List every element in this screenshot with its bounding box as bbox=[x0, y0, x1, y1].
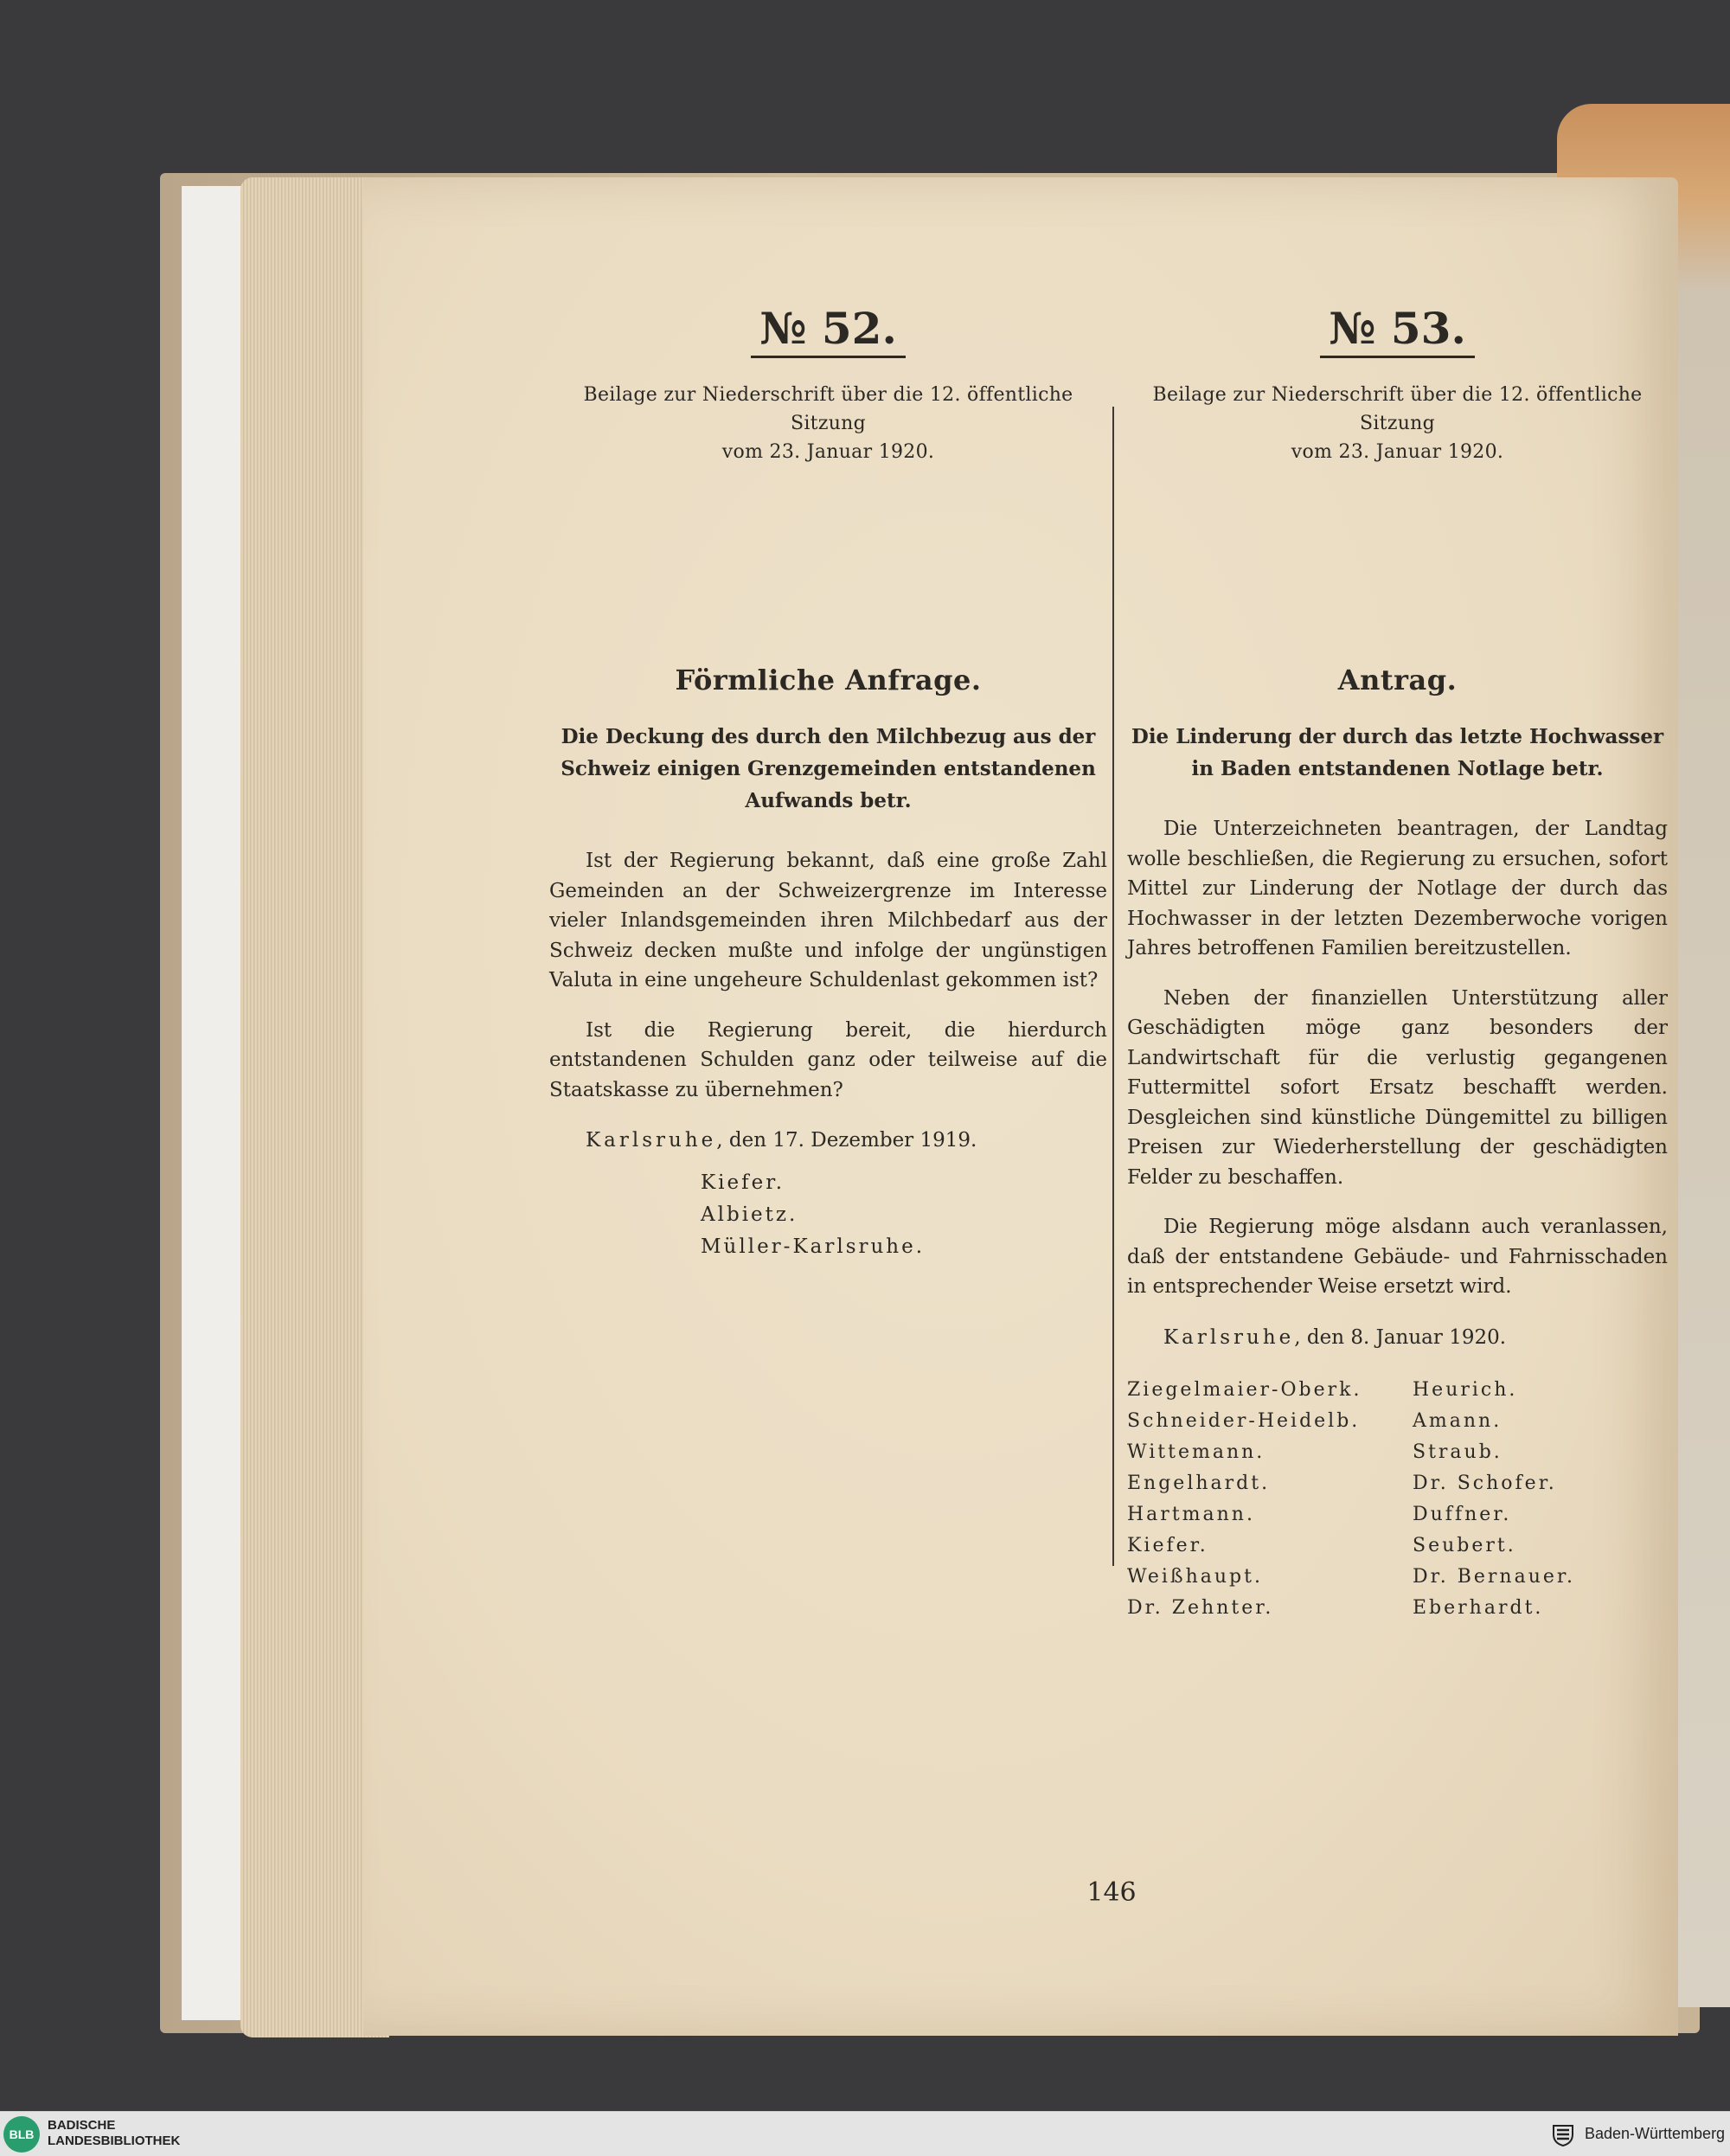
signatory: Wittemann. bbox=[1127, 1441, 1265, 1463]
signatory: Seubert. bbox=[1413, 1534, 1516, 1556]
document-subtitle: Die Linderung der durch das letzte Hochwasser in Baden entstandenen Notlage betr. bbox=[1131, 725, 1664, 780]
document-title: Förmliche Anfrage. bbox=[675, 664, 982, 696]
signatory: Engelhardt. bbox=[1127, 1472, 1271, 1494]
signatory: Dr. Zehnter. bbox=[1127, 1596, 1274, 1619]
signatory: Eberhardt. bbox=[1413, 1596, 1544, 1619]
signatory: Weißhaupt. bbox=[1127, 1565, 1263, 1588]
document-52 bbox=[549, 303, 1107, 1263]
signatory: Kiefer. bbox=[1127, 1534, 1208, 1556]
paragraph: Ist der Regierung bekannt, daß eine große Zahl Gemeinden an der Schweizergrenze im Interesse vieler Inlandsgemeinden ihren Milchbedarf aus der Schweiz decken mußte und infolge der ungünstigen Valuta in eine ungeheure Schuldenlast gekommen ist? bbox=[549, 850, 1107, 991]
document-subtitle: Die Deckung des durch den Milchbezug aus der Schweiz einigen Grenzgemeinden entstandenen Aufwands betr. bbox=[561, 725, 1096, 812]
blb-logo[interactable]: BLB bbox=[3, 2116, 40, 2153]
signatory: Duffner. bbox=[1413, 1503, 1512, 1525]
dateline bbox=[549, 1129, 1107, 1152]
signatories bbox=[549, 1167, 1107, 1263]
paragraph: Die Regierung möge alsdann auch veranlassen, daß der entstandene Gebäude- und Fahrnisschaden in entsprechender Weise ersetzt wird. bbox=[1127, 1216, 1668, 1298]
document-number: № 52. bbox=[549, 303, 1107, 355]
signatory: Amann. bbox=[1413, 1409, 1503, 1432]
paragraph: Neben der finanziellen Unterstützung aller Geschädigten möge ganz besonders der Landwirtschaft für die verlustig gegangenen Futtermittel sofort Ersatz beschafft werden. Desgleichen sind künstliche Düngemittel zu billigen Preisen zur Wiederherstellung der geschädigten Felder zu beschaffen. bbox=[1127, 986, 1668, 1189]
coat-of-arms-icon bbox=[1550, 2122, 1576, 2146]
dateline bbox=[1127, 1326, 1668, 1349]
place: Karlsruhe bbox=[586, 1129, 717, 1152]
signatory: Albietz. bbox=[701, 1203, 798, 1226]
state-name[interactable]: Baden-Württemberg bbox=[1585, 2125, 1726, 2142]
document-subhead: Beilage zur Niederschrift über die 12. öffentliche Sitzung vom 23. Januar 1920. bbox=[1152, 384, 1643, 463]
signatory: Heurich. bbox=[1413, 1378, 1518, 1401]
document-title: Antrag. bbox=[1337, 664, 1458, 696]
date: , den 17. Dezember 1919. bbox=[716, 1129, 977, 1152]
page-number: 146 bbox=[1086, 1877, 1137, 1908]
signatory: Müller-Karlsruhe. bbox=[701, 1235, 926, 1258]
signatories bbox=[1127, 1375, 1668, 1624]
paragraph: Die Unterzeichneten beantragen, der Landtag wolle beschließen, die Regierung zu ersuchen, sofort Mittel zur Linderung der Notlage der durch das Hochwasser in der letzten Dezemberwoche vorigen Jahres betroffenen Familien bereitzustellen. bbox=[1127, 818, 1668, 959]
column-divider bbox=[1112, 407, 1114, 1566]
signatory: Dr. Bernauer. bbox=[1413, 1565, 1575, 1588]
date: , den 8. Januar 1920. bbox=[1294, 1325, 1507, 1349]
signatory: Ziegelmaier-Oberk. bbox=[1127, 1378, 1362, 1401]
signatory: Hartmann. bbox=[1127, 1503, 1255, 1525]
signatory: Straub. bbox=[1413, 1441, 1503, 1463]
document-subhead: Beilage zur Niederschrift über die 12. öffentliche Sitzung vom 23. Januar 1920. bbox=[583, 384, 1073, 463]
paragraph: Ist die Regierung bereit, die hierdurch entstandenen Schulden ganz oder teilweise auf die Staatskasse zu übernehmen? bbox=[549, 1018, 1107, 1101]
document-53 bbox=[1127, 303, 1668, 1624]
document-number: № 53. bbox=[1127, 303, 1668, 355]
signatory: Schneider-Heidelb. bbox=[1127, 1409, 1361, 1432]
signatory: Kiefer. bbox=[701, 1171, 785, 1194]
footer-bar bbox=[0, 2111, 1730, 2156]
library-name[interactable]: BADISCHE LANDESBIBLIOTHEK bbox=[48, 2118, 181, 2148]
place: Karlsruhe bbox=[1163, 1325, 1295, 1349]
signatory: Dr. Schofer. bbox=[1413, 1472, 1557, 1494]
